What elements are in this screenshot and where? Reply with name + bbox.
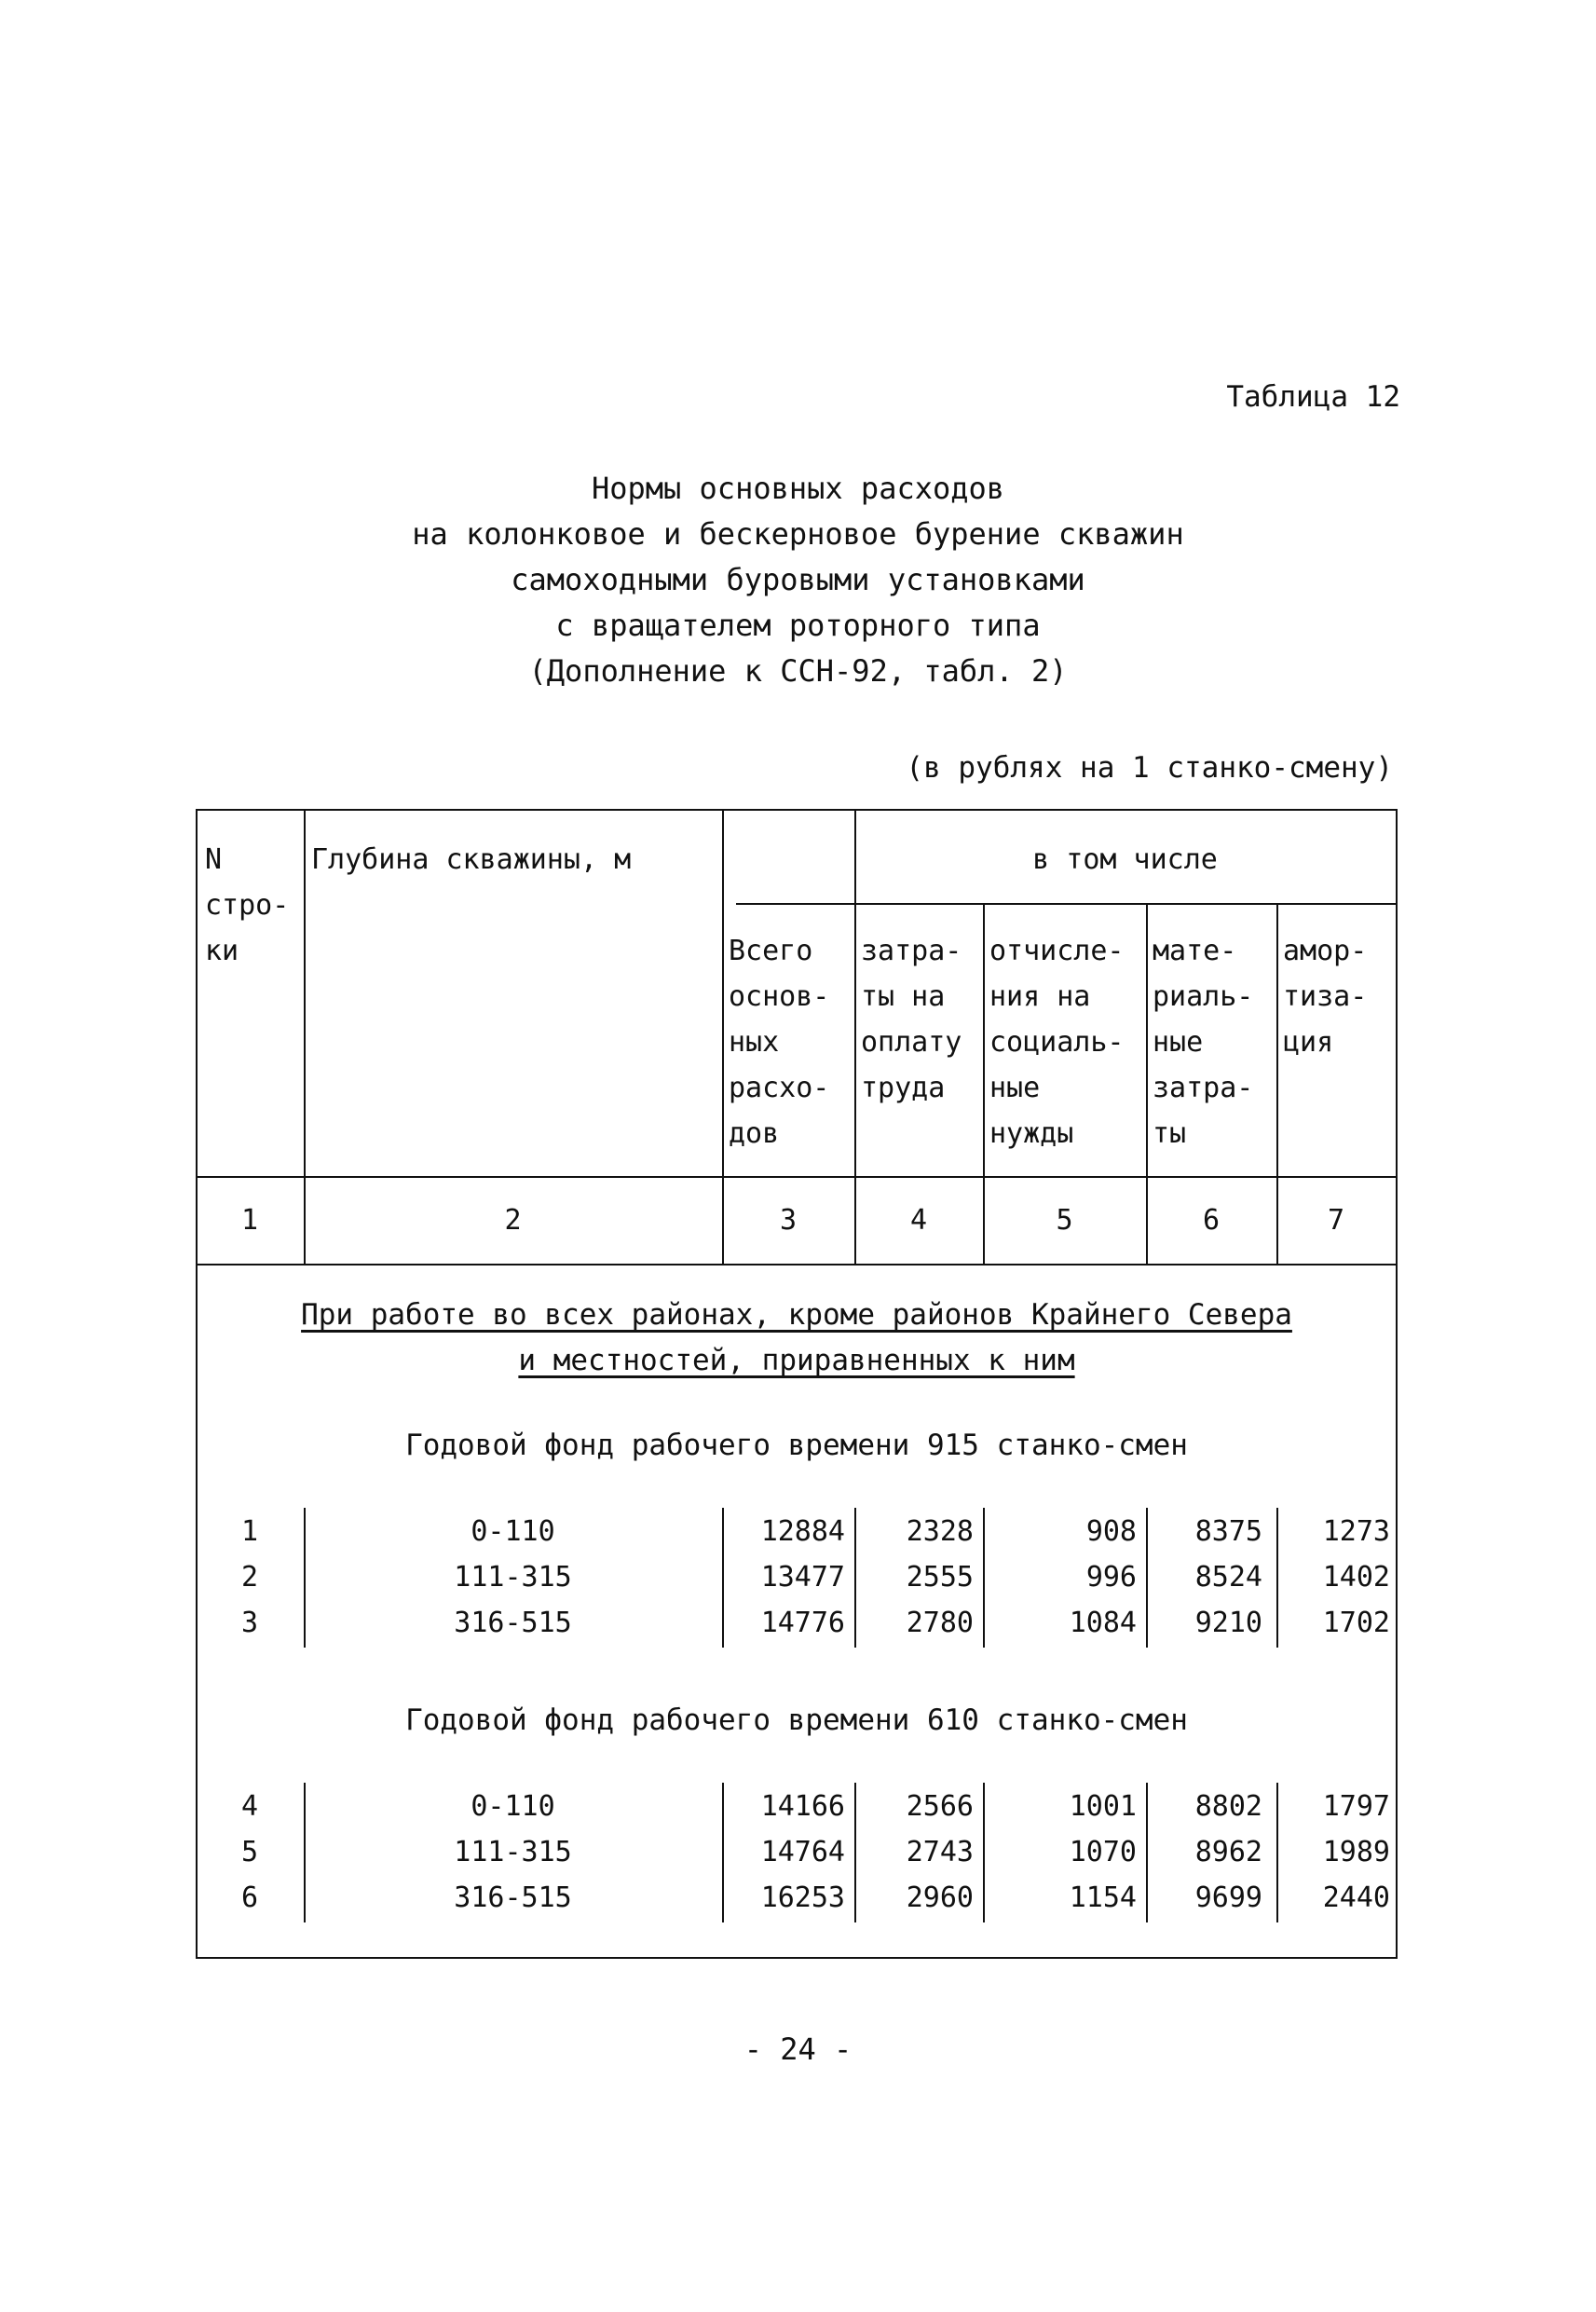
header-col7-line: ция: [1283, 1026, 1334, 1059]
materials-cell: 8962: [1194, 1836, 1262, 1868]
depreciation-cell: 1989: [1322, 1836, 1390, 1868]
depreciation-cell: 1273: [1322, 1515, 1390, 1548]
header-col6-line: ты: [1153, 1117, 1187, 1150]
row-number: 1: [240, 1515, 259, 1548]
table-border-top: [196, 809, 1398, 811]
header-col6-line: риаль-: [1153, 980, 1254, 1013]
materials-cell: 9699: [1194, 1881, 1262, 1914]
header-col3-line: дов: [729, 1117, 780, 1150]
materials-cell: 8802: [1194, 1790, 1262, 1823]
social-cell: 1070: [1069, 1836, 1137, 1868]
depreciation-cell: 2440: [1322, 1881, 1390, 1914]
header-col4-line: ты на: [861, 980, 946, 1013]
col-number: 2: [504, 1204, 522, 1237]
social-cell: 908: [1085, 1515, 1137, 1548]
total-cell: 13477: [760, 1561, 845, 1594]
header-col4-line: затра-: [861, 935, 962, 967]
labor-cell: 2328: [906, 1515, 974, 1548]
total-cell: 14776: [760, 1607, 845, 1639]
depth-cell: 316-515: [454, 1607, 572, 1639]
col-number: 6: [1202, 1204, 1221, 1237]
col-number: 3: [779, 1204, 798, 1237]
page-number: - 24 -: [743, 2032, 853, 2067]
group-divider: [736, 903, 1398, 905]
header-col3-line: Всего: [729, 935, 813, 967]
labor-cell: 2743: [906, 1836, 974, 1868]
header-col4-line: труда: [861, 1072, 946, 1104]
header-col3-line: расхо-: [729, 1072, 830, 1104]
header-col1-line: стро-: [205, 889, 290, 922]
labor-cell: 2960: [906, 1881, 974, 1914]
title-line: (Дополнение к ССН-92, табл. 2): [528, 653, 1068, 689]
row-number: 2: [240, 1561, 259, 1594]
header-col1-line: ки: [205, 935, 239, 967]
total-cell: 16253: [760, 1881, 845, 1914]
social-cell: 1001: [1069, 1790, 1137, 1823]
labor-cell: 2780: [906, 1607, 974, 1639]
materials-cell: 8524: [1194, 1561, 1262, 1594]
depreciation-cell: 1797: [1322, 1790, 1390, 1823]
labor-cell: 2555: [906, 1561, 974, 1594]
numbers-divider: [196, 1264, 1398, 1265]
total-cell: 12884: [760, 1515, 845, 1548]
header-col3-line: ных: [729, 1026, 780, 1059]
social-cell: 1154: [1069, 1881, 1137, 1914]
section-title: [196, 1293, 1398, 1384]
depth-cell: 316-515: [454, 1881, 572, 1914]
header-col5-line: ния на: [989, 980, 1091, 1013]
row-number: 6: [240, 1881, 259, 1914]
section-title-line: При работе во всех районах, кроме районов Крайнего Севера: [301, 1298, 1292, 1332]
header-col5-line: социаль-: [989, 1026, 1125, 1059]
header-col5-line: нужды: [989, 1117, 1074, 1150]
section-title-line: и местностей, приравненных к ним: [518, 1344, 1075, 1377]
table-border-bottom: [196, 1957, 1398, 1959]
header-col6-line: мате-: [1153, 935, 1237, 967]
row-number: 5: [240, 1836, 259, 1868]
col-number: 4: [909, 1204, 928, 1237]
fund-heading: Годовой фонд рабочего времени 915 станко-смен: [405, 1429, 1188, 1462]
norms-table: [196, 809, 1398, 1961]
depth-cell: 111-315: [454, 1836, 572, 1868]
units-note: (в рублях на 1 станко-смену): [906, 751, 1393, 785]
depth-cell: 0-110: [471, 1515, 555, 1548]
header-col4-line: оплату: [861, 1026, 962, 1059]
header-col6-line: затра-: [1153, 1072, 1254, 1104]
total-cell: 14764: [760, 1836, 845, 1868]
header-group: в том числе: [1032, 843, 1218, 876]
title-line: с вращателем роторного типа: [555, 608, 1041, 643]
table-title: [0, 466, 1596, 694]
materials-cell: 9210: [1194, 1607, 1262, 1639]
col-number: 5: [1056, 1204, 1073, 1237]
header-col2: Глубина скважины, м: [311, 843, 632, 876]
table-label: Таблица 12: [1226, 380, 1400, 414]
header-col6-line: ные: [1153, 1026, 1204, 1059]
total-cell: 14166: [760, 1790, 845, 1823]
depth-cell: 0-110: [471, 1790, 555, 1823]
fund-heading: Годовой фонд рабочего времени 610 станко-смен: [405, 1703, 1188, 1737]
header-col5-line: отчисле-: [989, 935, 1125, 967]
social-cell: 1084: [1069, 1607, 1137, 1639]
header-col5-line: ные: [989, 1072, 1041, 1104]
title-line: Нормы основных расходов: [591, 471, 1005, 506]
col-number: 7: [1327, 1204, 1345, 1237]
row-number: 3: [240, 1607, 259, 1639]
header-col7-line: тиза-: [1283, 980, 1368, 1013]
col-number: 1: [240, 1204, 259, 1237]
table-border-right: [1396, 809, 1398, 1959]
depreciation-cell: 1702: [1322, 1607, 1390, 1639]
title-line: на колонковое и бескерновое бурение скважин: [412, 516, 1184, 552]
title-line: самоходными буровыми установками: [511, 562, 1085, 597]
header-col3-line: основ-: [729, 980, 830, 1013]
labor-cell: 2566: [906, 1790, 974, 1823]
header-col1-line: N: [205, 843, 223, 876]
header-col7-line: амор-: [1283, 935, 1368, 967]
depth-cell: 111-315: [454, 1561, 572, 1594]
header-divider: [196, 1176, 1398, 1178]
social-cell: 996: [1085, 1561, 1137, 1594]
depreciation-cell: 1402: [1322, 1561, 1390, 1594]
row-number: 4: [240, 1790, 259, 1823]
materials-cell: 8375: [1194, 1515, 1262, 1548]
